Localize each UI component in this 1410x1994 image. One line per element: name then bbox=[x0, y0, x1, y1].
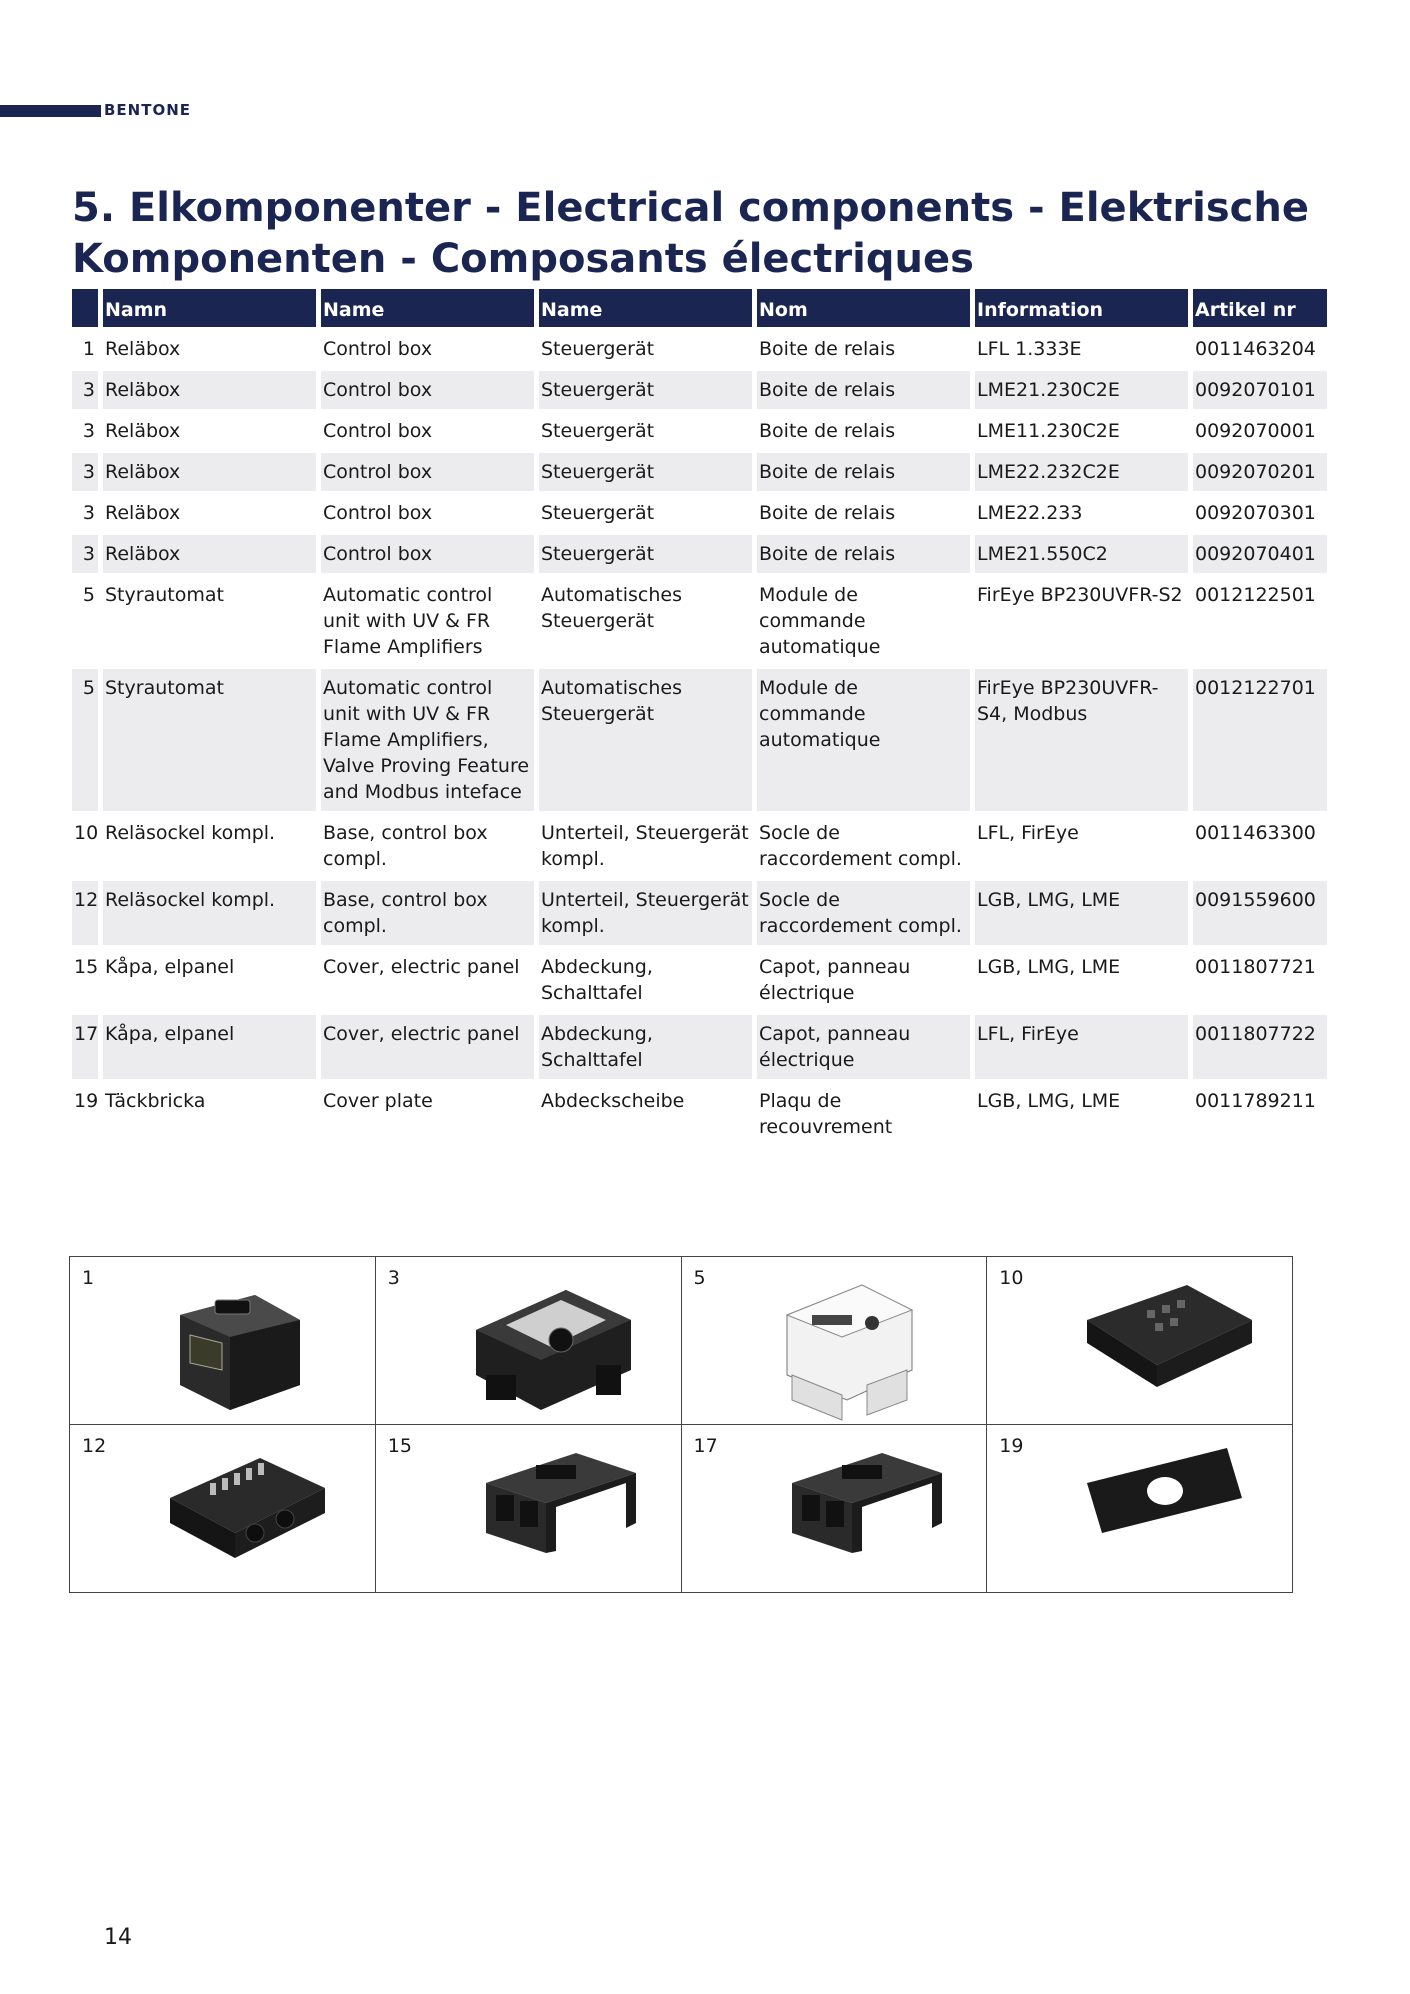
cell-name-en: Control box bbox=[323, 502, 433, 524]
cell-namn-sv: Reläbox bbox=[105, 338, 181, 360]
cell-namn-sv: Kåpa, elpanel bbox=[103, 1015, 316, 1079]
table-row bbox=[72, 371, 1327, 409]
cell-information: LME21.230C2E bbox=[975, 371, 1188, 409]
brand-name: BENTONE bbox=[104, 101, 192, 119]
cell-article-number: 0092070301 bbox=[1195, 502, 1316, 524]
table-row bbox=[72, 881, 1327, 945]
cell-article-number: 0011807722 bbox=[1193, 1015, 1327, 1079]
image-label: 15 bbox=[387, 1435, 412, 1457]
cell-position: 3 bbox=[82, 502, 95, 524]
table-row bbox=[72, 535, 1327, 573]
image-label: 10 bbox=[999, 1267, 1024, 1289]
image-cell bbox=[376, 1425, 682, 1593]
cell-position: 3 bbox=[82, 420, 95, 442]
cell-information: LME21.550C2 bbox=[975, 535, 1188, 573]
cell-position: 5 bbox=[72, 669, 98, 811]
image-cell bbox=[376, 1257, 682, 1425]
cell-name-de: Steuergerät bbox=[541, 420, 655, 442]
table-row bbox=[72, 494, 1327, 532]
cell-name-en: Base, control box compl. bbox=[321, 881, 534, 945]
cell-information: LFL 1.333E bbox=[977, 338, 1082, 360]
header-information: Information bbox=[975, 289, 1188, 327]
cell-information: FirEye BP230UVFR-S2 bbox=[977, 584, 1183, 606]
cell-information: LGB, LMG, LME bbox=[977, 1090, 1121, 1112]
cell-name-en: Control box bbox=[321, 371, 534, 409]
cell-nom-fr: Plaqu de recouvrement bbox=[759, 1090, 893, 1138]
cell-nom-fr: Capot, panneau électrique bbox=[759, 956, 911, 1004]
cell-article-number: 0011807721 bbox=[1195, 956, 1316, 978]
cell-article-number: 0011463204 bbox=[1195, 338, 1316, 360]
cell-name-de: Abdeckung, Schalttafel bbox=[539, 1015, 752, 1079]
table-row bbox=[72, 814, 1327, 878]
cell-information: LME11.230C2E bbox=[977, 420, 1120, 442]
brand-bar bbox=[0, 105, 101, 117]
cell-nom-fr: Boite de relais bbox=[759, 420, 896, 442]
image-cell bbox=[682, 1257, 988, 1425]
cell-position: 1 bbox=[82, 338, 95, 360]
header-position bbox=[72, 289, 98, 327]
cell-namn-sv: Täckbricka bbox=[105, 1090, 206, 1112]
cell-name-en: Control box bbox=[323, 420, 433, 442]
cell-name-en: Base, control box compl. bbox=[323, 822, 488, 870]
cell-name-de: Steuergerät bbox=[539, 453, 752, 491]
table-row bbox=[72, 1082, 1327, 1146]
cell-name-en: Control box bbox=[323, 338, 433, 360]
cell-name-en: Control box bbox=[321, 453, 534, 491]
image-label: 5 bbox=[693, 1267, 706, 1289]
cell-namn-sv: Styrautomat bbox=[103, 669, 316, 811]
product-image-grid bbox=[69, 1256, 1293, 1593]
cell-name-en: Cover, electric panel bbox=[321, 1015, 534, 1079]
cell-nom-fr: Boite de relais bbox=[757, 535, 970, 573]
cell-name-en: Cover plate bbox=[323, 1090, 433, 1112]
cell-namn-sv: Reläbox bbox=[105, 420, 181, 442]
cell-article-number: 0092070101 bbox=[1193, 371, 1327, 409]
cell-nom-fr: Boite de relais bbox=[759, 338, 896, 360]
cell-name-en: Cover, electric panel bbox=[323, 956, 520, 978]
cell-position: 19 bbox=[74, 1090, 99, 1112]
cell-information: LFL, FirEye bbox=[977, 822, 1079, 844]
cell-namn-sv: Reläbox bbox=[103, 453, 316, 491]
cell-name-de: Abdeckscheibe bbox=[541, 1090, 685, 1112]
image-cell bbox=[70, 1425, 376, 1593]
image-cell bbox=[987, 1425, 1293, 1593]
table-row bbox=[72, 1015, 1327, 1079]
cell-name-de: Steuergerät bbox=[541, 338, 655, 360]
cell-name-de: Unterteil, Steuergerät kompl. bbox=[541, 822, 749, 870]
cell-name-en: Automatic control unit with UV & FR Flame Amplifiers bbox=[323, 584, 493, 658]
table-row bbox=[72, 576, 1327, 666]
cell-position: 3 bbox=[72, 371, 98, 409]
table-row bbox=[72, 412, 1327, 450]
cell-nom-fr: Socle de raccordement compl. bbox=[757, 881, 970, 945]
cell-nom-fr: Boite de relais bbox=[757, 453, 970, 491]
cell-article-number: 0012122701 bbox=[1193, 669, 1327, 811]
cell-nom-fr: Socle de raccordement compl. bbox=[759, 822, 962, 870]
table-header-row bbox=[72, 289, 1327, 327]
cell-nom-fr: Module de commande automatique bbox=[757, 669, 970, 811]
cell-article-number: 0092070001 bbox=[1195, 420, 1316, 442]
cell-position: 15 bbox=[74, 956, 99, 978]
image-label: 17 bbox=[693, 1435, 718, 1457]
cell-namn-sv: Kåpa, elpanel bbox=[105, 956, 235, 978]
cell-information: FirEye BP230UVFR-S4, Modbus bbox=[975, 669, 1188, 811]
cell-position: 12 bbox=[72, 881, 98, 945]
cell-name-de: Steuergerät bbox=[539, 535, 752, 573]
cell-nom-fr: Module de commande automatique bbox=[759, 584, 881, 658]
header-namn-sv: Namn bbox=[103, 289, 316, 327]
cell-namn-sv: Reläbox bbox=[103, 371, 316, 409]
cell-information: LME22.232C2E bbox=[975, 453, 1188, 491]
page-number: 14 bbox=[104, 1925, 132, 1950]
header-name-de: Name bbox=[539, 289, 752, 327]
cell-information: LME22.233 bbox=[977, 502, 1083, 524]
cell-name-en: Control box bbox=[321, 535, 534, 573]
cell-namn-sv: Reläsockel kompl. bbox=[105, 822, 276, 844]
table-row bbox=[72, 669, 1327, 811]
cell-article-number: 0012122501 bbox=[1195, 584, 1316, 606]
cell-position: 3 bbox=[72, 535, 98, 573]
cell-position: 3 bbox=[72, 453, 98, 491]
cell-position: 17 bbox=[72, 1015, 98, 1079]
image-cell bbox=[682, 1425, 988, 1593]
cell-name-en: Automatic control unit with UV & FR Flame Amplifiers, Valve Proving Feature and Modbus inteface bbox=[321, 669, 534, 811]
cell-article-number: 0092070401 bbox=[1193, 535, 1327, 573]
cell-information: LFL, FirEye bbox=[975, 1015, 1188, 1079]
cell-name-de: Automatisches Steuergerät bbox=[539, 669, 752, 811]
cell-article-number: 0092070201 bbox=[1193, 453, 1327, 491]
image-label: 3 bbox=[387, 1267, 400, 1289]
cell-nom-fr: Boite de relais bbox=[757, 371, 970, 409]
cell-article-number: 0011463300 bbox=[1195, 822, 1316, 844]
cell-position: 5 bbox=[82, 584, 95, 606]
image-label: 19 bbox=[999, 1435, 1024, 1457]
cell-article-number: 0011789211 bbox=[1195, 1090, 1316, 1112]
table-row bbox=[72, 453, 1327, 491]
cell-name-de: Steuergerät bbox=[541, 502, 655, 524]
cell-name-de: Automatisches Steuergerät bbox=[541, 584, 682, 632]
cell-name-de: Abdeckung, Schalttafel bbox=[541, 956, 653, 1004]
cell-name-de: Steuergerät bbox=[539, 371, 752, 409]
cell-name-de: Unterteil, Steuergerät kompl. bbox=[539, 881, 752, 945]
table-body bbox=[72, 330, 1327, 1146]
image-label: 12 bbox=[82, 1435, 107, 1457]
cell-nom-fr: Capot, panneau électrique bbox=[757, 1015, 970, 1079]
page-title: 5. Elkomponenter - Electrical components - Elektrische Komponenten - Composants électriques bbox=[72, 185, 1309, 282]
cell-information: LGB, LMG, LME bbox=[977, 956, 1121, 978]
cell-namn-sv: Styrautomat bbox=[105, 584, 224, 606]
cell-position: 10 bbox=[74, 822, 99, 844]
cell-namn-sv: Reläbox bbox=[105, 502, 181, 524]
header-nom-fr: Nom bbox=[757, 289, 970, 327]
table-row bbox=[72, 330, 1327, 368]
cell-information: LGB, LMG, LME bbox=[975, 881, 1188, 945]
cell-namn-sv: Reläbox bbox=[103, 535, 316, 573]
cell-nom-fr: Boite de relais bbox=[759, 502, 896, 524]
image-cell bbox=[987, 1257, 1293, 1425]
header-name-en: Name bbox=[321, 289, 534, 327]
image-label: 1 bbox=[82, 1267, 95, 1289]
cell-namn-sv: Reläsockel kompl. bbox=[103, 881, 316, 945]
table-row bbox=[72, 948, 1327, 1012]
header-article-number: Artikel nr bbox=[1193, 289, 1327, 327]
cell-article-number: 0091559600 bbox=[1193, 881, 1327, 945]
image-cell bbox=[70, 1257, 376, 1425]
parts-table bbox=[67, 286, 1332, 1149]
